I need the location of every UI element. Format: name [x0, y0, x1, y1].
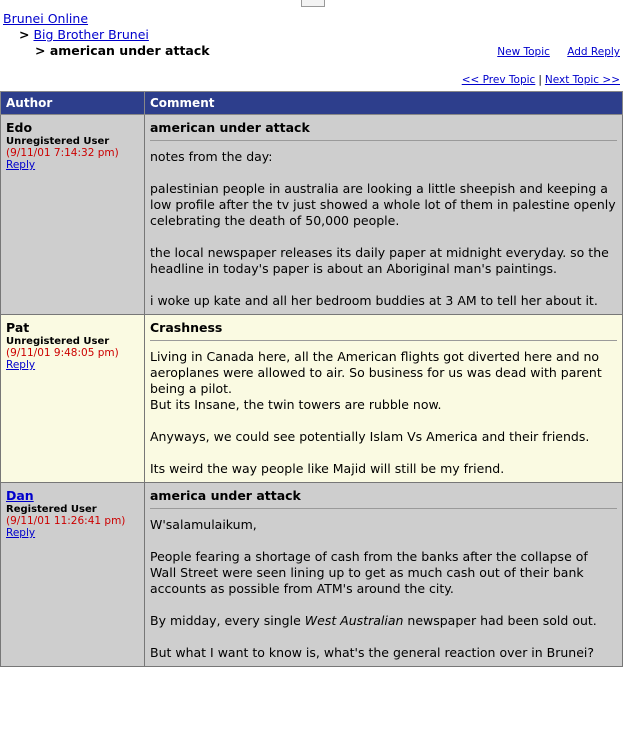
prev-topic-link[interactable]: << Prev Topic: [461, 74, 536, 86]
post-row: [1, 115, 623, 315]
topic-navigation: [462, 74, 620, 86]
author-status: Unregistered User: [6, 336, 110, 347]
post-row: [1, 315, 623, 483]
post-date: (9/11/01 9:48:05 pm): [6, 347, 119, 359]
reply-link[interactable]: Reply: [6, 527, 36, 539]
add-reply-link[interactable]: Add Reply: [567, 46, 620, 58]
author-name: Pat: [6, 320, 30, 335]
author-status: Registered User: [6, 504, 97, 515]
new-topic-link[interactable]: New Topic: [497, 46, 550, 58]
post-paragraph: notes from the day:: [150, 149, 273, 164]
brunei-online-link[interactable]: Brunei Online: [3, 11, 89, 26]
post-subject: Crashness: [150, 320, 617, 341]
post-comment-cell: [145, 315, 623, 483]
post-comment-cell: [145, 483, 623, 667]
post-paragraph: Anyways, we could see potentially Islam Vs America and their friends.: [150, 429, 590, 444]
reply-link[interactable]: Reply: [6, 359, 36, 371]
post-date: (9/11/01 7:14:32 pm): [6, 147, 119, 159]
post-author-cell: [1, 115, 145, 315]
next-topic-link[interactable]: Next Topic >>: [544, 74, 620, 86]
breadcrumb-forum: [19, 27, 149, 42]
post-paragraph: But what I want to know is, what's the general reaction over in Brunei?: [150, 645, 595, 660]
post-paragraph: [150, 613, 617, 629]
author-name: Edo: [6, 120, 33, 135]
post-paragraph: i woke up kate and all her bedroom buddies at 3 AM to tell her about it.: [150, 293, 598, 308]
post-date: (9/11/01 11:26:41 pm): [6, 515, 126, 527]
post-text: By midday, every single: [150, 613, 301, 628]
post-body: [150, 149, 617, 309]
nav-separator: |: [538, 74, 542, 86]
post-paragraph: W'salamulaikum,: [150, 517, 257, 532]
post-author-cell: [1, 483, 145, 667]
top-icon: [301, 0, 325, 7]
post-paragraph: Its weird the way people like Majid will still be my friend.: [150, 461, 505, 476]
post-comment-cell: [145, 115, 623, 315]
author-profile-link[interactable]: Dan: [6, 488, 34, 503]
post-paragraph: the local newspaper releases its daily paper at midnight everyday. so the headline in today's paper is about an Aboriginal man's paintings.: [150, 245, 609, 276]
post-subject: america under attack: [150, 488, 617, 509]
post-text: newspaper had been sold out.: [407, 613, 597, 628]
author-column-header: Author: [1, 92, 145, 115]
breadcrumb-forum-prefix: >: [19, 27, 30, 42]
post-body: [150, 517, 617, 661]
post-body: [150, 349, 617, 477]
post-row: [1, 483, 623, 667]
posts-table: [0, 91, 623, 667]
comment-column-header: Comment: [145, 92, 623, 115]
author-status: Unregistered User: [6, 136, 110, 147]
big-brother-brunei-link[interactable]: Big Brother Brunei: [33, 27, 149, 42]
post-subject: american under attack: [150, 120, 617, 141]
topic-actions: [483, 46, 620, 58]
post-paragraph: Living in Canada here, all the American flights got diverted here and no aeroplanes were allowed to air. So business for us was dead with parent being a pilot. But its Insane, the twin towers are rubble now.: [150, 349, 602, 412]
breadcrumb-current: > american under attack: [35, 43, 210, 58]
breadcrumb-root: [3, 11, 88, 26]
author-name: [6, 488, 139, 503]
table-header: [1, 92, 623, 115]
reply-link[interactable]: Reply: [6, 159, 36, 171]
newspaper-name: West Australian: [304, 613, 404, 628]
post-author-cell: [1, 315, 145, 483]
post-paragraph: palestinian people in australia are looking a little sheepish and keeping a low profile after the tv just showed a whole lot of them in palestine openly celebrating the death of 50,000 people.: [150, 181, 616, 228]
post-paragraph: People fearing a shortage of cash from the banks after the collapse of Wall Street were seen lining up to get as much cash out of their bank accounts as possible from ATM's around the city.: [150, 549, 588, 596]
